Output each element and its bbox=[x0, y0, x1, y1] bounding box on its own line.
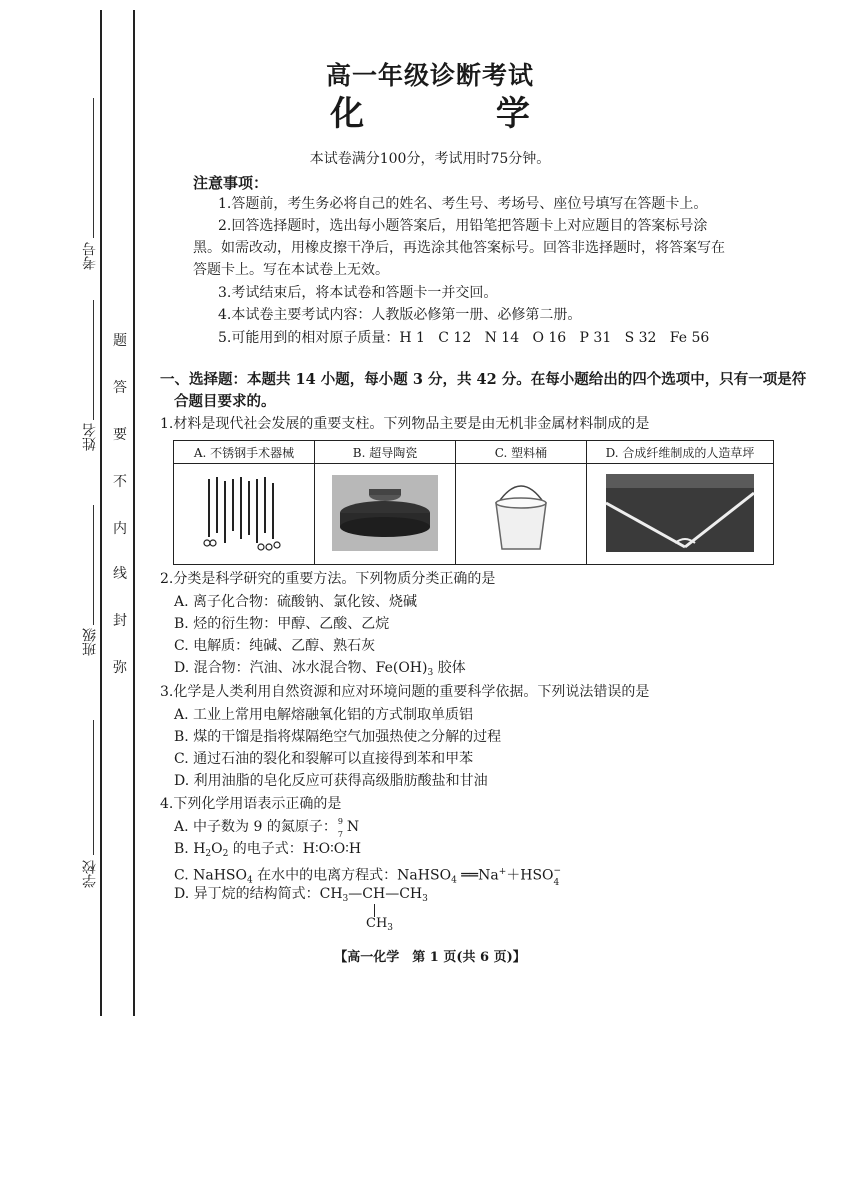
q1-option-b-label: B. 超导陶瓷 bbox=[315, 441, 456, 464]
seal-char: 封 bbox=[113, 613, 127, 629]
nuclide-notation bbox=[337, 817, 347, 839]
q4-option-d bbox=[174, 884, 428, 910]
name-label: 姓名 bbox=[82, 423, 98, 451]
q2-option-b: B. 烃的衍生物：甲醇、乙酸、乙烷 bbox=[174, 616, 390, 632]
q1-option-c-image bbox=[456, 464, 587, 565]
q1-stem: 1.材料是现代社会发展的重要支柱。下列物品主要是由无机非金属材料制成的是 bbox=[160, 416, 650, 432]
q3-option-d: D. 利用油脂的皂化反应可获得高级脂肪酸盐和甘油 bbox=[174, 773, 488, 789]
q4-c-mid: 在水中的电离方程式：NaHSO bbox=[252, 867, 452, 884]
note-line: 1.答题前，考生务必将自己的姓名、考生号、考场号、座位号填写在答题卡上。 bbox=[218, 196, 708, 212]
q3-stem: 3.化学是人类利用自然资源和应对环境问题的重要科学依据。下列说法错误的是 bbox=[160, 684, 650, 700]
seal-char: 线 bbox=[113, 566, 127, 582]
seal-char: 内 bbox=[113, 521, 127, 537]
ceramic-disc-icon bbox=[330, 473, 440, 553]
note-line: 2.回答选择题时，选出每小题答案后，用铅笔把答题卡上对应题目的答案标号涂 bbox=[218, 218, 708, 234]
q3-option-a: A. 工业上常用电解熔融氧化铝的方式制取单质铝 bbox=[174, 707, 474, 723]
q4-b-sub: 2 bbox=[205, 849, 212, 859]
q4-b-tail: 的电子式：H∶O∶O∶H bbox=[228, 841, 362, 857]
seal-char: 题 bbox=[113, 333, 127, 349]
section-heading bbox=[160, 369, 807, 413]
school-rule[interactable] bbox=[93, 720, 94, 855]
q2-d-text: D. 混合物：汽油、冰水混合物、Fe(OH) bbox=[174, 660, 428, 676]
surgical-instruments-icon bbox=[199, 473, 289, 553]
q4-d-text: D. 异丁烷的结构简式：CH bbox=[174, 886, 343, 902]
school-label: 学校 bbox=[82, 860, 98, 888]
q2-d-subscript: 3 bbox=[427, 668, 434, 678]
q4-c-sup2: − bbox=[553, 865, 562, 876]
note-line: 答题卡上。写在本试卷上无效。 bbox=[193, 262, 389, 278]
q4-c-sub: 4 bbox=[451, 875, 457, 886]
q1-option-b-image bbox=[315, 464, 456, 565]
q4-d-sub: 3 bbox=[422, 894, 428, 904]
q1-option-d-label: D. 合成纤维制成的人造草坪 bbox=[587, 441, 774, 464]
q1-options-table bbox=[173, 440, 774, 565]
q3-option-c: C. 通过石油的裂化和裂解可以直接得到苯和甲苯 bbox=[174, 751, 474, 767]
element-symbol: N bbox=[346, 819, 360, 835]
q1-option-d-image bbox=[587, 464, 774, 565]
section-heading-line2: 合题目要求的。 bbox=[174, 393, 276, 410]
q4-c-plus: ＋HSO bbox=[506, 867, 554, 884]
q4-c-sub: 4 bbox=[247, 875, 253, 886]
seal-char: 答 bbox=[113, 380, 127, 396]
exam-title: 高一年级诊断考试 bbox=[325, 61, 534, 90]
q4-c-text: C. NaHSO bbox=[174, 867, 247, 884]
q4-b-sub: 2 bbox=[222, 849, 229, 859]
mass-number: 9 bbox=[337, 817, 343, 826]
q4-a-text: A. 中子数为 9 的氮原子： bbox=[174, 819, 337, 835]
seal-char: 不 bbox=[113, 474, 127, 490]
exam-intro: 本试卷满分100分，考试用时75分钟。 bbox=[309, 151, 551, 167]
q4-c-sup: + bbox=[498, 867, 507, 877]
q4-d-sub: 3 bbox=[342, 894, 349, 904]
seal-char: 弥 bbox=[113, 660, 127, 676]
class-label: 班级 bbox=[82, 628, 98, 656]
page-footer: 【高一化学 第 1 页(共 6 页)】 bbox=[334, 950, 526, 965]
q4-stem: 4.下列化学用语表示正确的是 bbox=[160, 796, 342, 812]
q2-option-a: A. 离子化合物：硫酸钠、氯化铵、烧碱 bbox=[174, 594, 418, 610]
seal-char: 要 bbox=[113, 427, 127, 443]
atomic-number: 7 bbox=[337, 830, 343, 839]
branch-sub: 3 bbox=[387, 923, 394, 933]
note-line: 5.可能用到的相对原子质量：H 1 C 12 N 14 O 16 P 31 S 32 Fe 56 bbox=[218, 330, 710, 346]
q3-option-b: B. 煤的干馏是指将煤隔绝空气加强热使之分解的过程 bbox=[174, 729, 502, 745]
plastic-bucket-icon bbox=[486, 473, 556, 553]
q1-option-c-label: C. 塑料桶 bbox=[456, 441, 587, 464]
q4-b-text: B. H bbox=[174, 841, 206, 857]
q1-option-a-image bbox=[174, 464, 315, 565]
q4-d-chain: —CH—CH bbox=[348, 886, 423, 902]
q1-option-a-label: A. 不锈钢手术器械 bbox=[174, 441, 315, 464]
q2-d-tail: 胶体 bbox=[433, 660, 466, 676]
note-line: 3.考试结束后，将本试卷和答题卡一并交回。 bbox=[218, 285, 498, 301]
q2-option-c: C. 电解质：纯碱、乙醇、熟石灰 bbox=[174, 638, 376, 654]
branch-ch: CH bbox=[366, 916, 388, 931]
q2-stem: 2.分类是科学研究的重要方法。下列物质分类正确的是 bbox=[160, 571, 496, 587]
name-rule[interactable] bbox=[93, 300, 94, 420]
q4-option-a bbox=[174, 817, 359, 838]
q2-option-d bbox=[174, 658, 466, 684]
q4-b-o: O bbox=[211, 841, 223, 857]
q4-c-sub3: 4 bbox=[553, 877, 560, 888]
subject-title: 化 学 bbox=[330, 94, 590, 134]
artificial-turf-icon bbox=[605, 473, 755, 553]
ion-charge-stack bbox=[553, 865, 562, 888]
q4-d-branch bbox=[366, 916, 393, 933]
note-line: 4.本试卷主要考试内容：人教版必修第一册、必修第二册。 bbox=[218, 307, 582, 323]
class-rule[interactable] bbox=[93, 505, 94, 625]
notes-heading: 注意事项： bbox=[193, 174, 269, 192]
note-line: 黑。如需改动，用橡皮擦干净后，再选涂其他答案标号。回答非选择题时，将答案写在 bbox=[193, 240, 725, 256]
section-heading-line1: 一、选择题：本题共 14 小题，每小题 3 分，共 42 分。在每小题给出的四个选项中，只有一项是符 bbox=[160, 371, 807, 388]
exam-number-label: 考号 bbox=[82, 242, 98, 270]
q4-c-eq: ══Na bbox=[456, 867, 499, 884]
